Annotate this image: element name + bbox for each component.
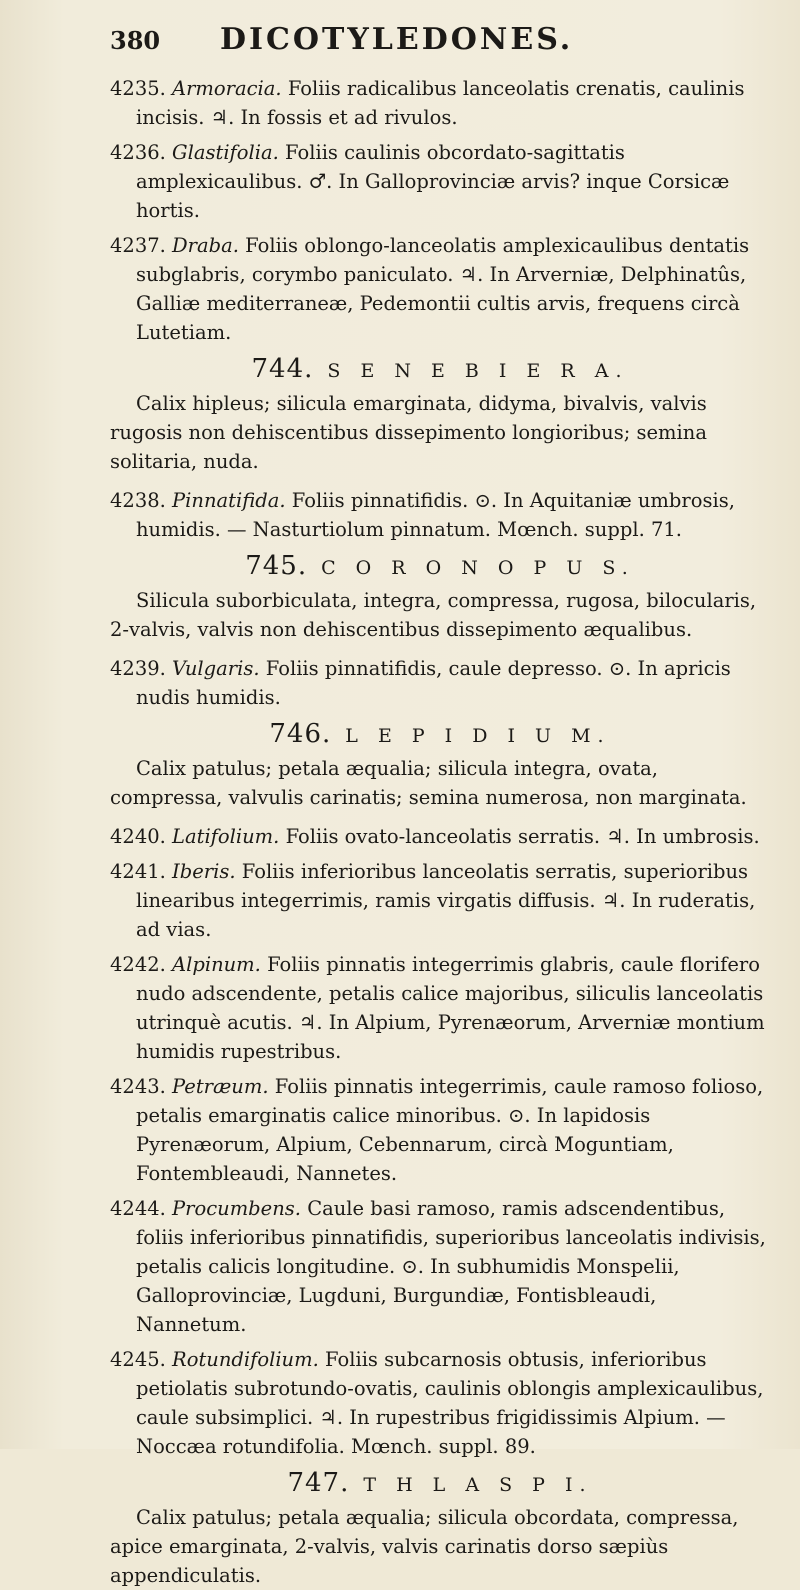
genus-heading [110, 353, 770, 385]
species-description: Foliis ovato-lanceolatis serratis. ♃. In umbrosis. [285, 825, 760, 848]
genus-number: 744. [251, 354, 314, 384]
genus-description: Calix patulus; petala æqualia; silicula integra, ovata, compressa, valvulis carinatis; semina numerosa, non marginata. [110, 757, 747, 809]
genus-heading [110, 718, 770, 750]
species-entry [110, 950, 770, 1066]
species-description: Foliis pinnatifidis. ⊙. In Aquitaniæ umbrosis, humidis. — Nasturtiolum pinnatum. Mœnch. suppl. 71. [136, 489, 735, 541]
genus-name: L E P I D I U M. [345, 725, 611, 747]
species-number: 4241. [110, 860, 166, 883]
species-name: Iberis. [172, 860, 236, 883]
species-description: Foliis pinnatis integerrimis, caule ramoso folioso, petalis emarginatis calice minoribus. ⊙. In lapidosis Pyrenæorum, Alpium, Cebennarum, circà Moguntiam, Fontembleaudi, Nannetes. [136, 1075, 764, 1185]
species-description: Foliis caulinis obcordato-sagittatis amplexicaulibus. ♂. In Galloprovinciæ arvis? inque Corsicæ hortis. [136, 141, 730, 222]
species-entry [110, 486, 770, 544]
genus-description: Calix hipleus; silicula emarginata, didyma, bivalvis, valvis rugosis non dehiscentibus dissepimento longioribus; semina solitaria, nuda. [110, 392, 707, 473]
species-description: Foliis pinnatifidis, caule depresso. ⊙. In apricis nudis humidis. [136, 657, 731, 709]
species-entry [110, 822, 770, 851]
species-number: 4238. [110, 489, 166, 512]
species-entry [110, 1072, 770, 1188]
species-name: Rotundifolium. [172, 1348, 319, 1371]
species-number: 4235. [110, 77, 166, 100]
species-number: 4243. [110, 1075, 166, 1098]
genus-heading [110, 550, 770, 582]
species-name: Alpinum. [172, 953, 261, 976]
species-entry [110, 231, 770, 347]
species-name: Procumbens. [172, 1197, 301, 1220]
genus-name: C O R O N O P U S. [321, 557, 635, 579]
page-number: 380 [110, 26, 161, 55]
species-number: 4242. [110, 953, 166, 976]
running-head [110, 22, 770, 74]
species-description: Foliis inferioribus lanceolatis serratis, superioribus linearibus integerrimis, ramis virgatis diffusis. ♃. In ruderatis, ad vias. [136, 860, 756, 941]
species-name: Glastifolia. [172, 141, 279, 164]
species-number: 4239. [110, 657, 166, 680]
genus-description: Calix patulus; petala æqualia; silicula obcordata, compressa, apice emarginata, 2-valvis, valvis carinatis dorso sæpiùs appendiculatis. [110, 1506, 739, 1587]
genus-number: 746. [269, 719, 332, 749]
species-entry [110, 138, 770, 225]
species-name: Pinnatifida. [172, 489, 286, 512]
running-title: DICOTYLEDONES. [220, 22, 574, 57]
species-description: Foliis subcarnosis obtusis, inferioribus petiolatis subrotundo-ovatis, caulinis oblongis amplexicaulibus, caule subsimplici. ♃. In rupestribus frigidissimis Alpium. — Noccæa rotundifolia. Mœnch. suppl. 89. [136, 1348, 764, 1458]
species-name: Draba. [172, 234, 239, 257]
species-number: 4245. [110, 1348, 166, 1371]
species-name: Latifolium. [172, 825, 280, 848]
species-description: Foliis radicalibus lanceolatis crenatis, caulinis incisis. ♃. In fossis et ad rivulos. [136, 77, 745, 129]
species-description: Caule basi ramoso, ramis adscendentibus, foliis inferioribus pinnatifidis, superioribus lanceolatis indivisis, petalis calicis longitudine. ⊙. In subhumidis Monspelii, Galloprovinciæ, Lugduni, Burgundiæ, Fontisbleaudi, Nannetum. [136, 1197, 766, 1336]
species-description: Foliis oblongo-lanceolatis amplexicaulibus dentatis subglabris, corymbo paniculato. ♃. In Arverniæ, Delphinatûs, Galliæ mediterraneæ, Pedemontii cultis arvis, frequens circà Lutetiam. [136, 234, 750, 344]
genus-number: 745. [245, 551, 308, 581]
species-entry [110, 74, 770, 132]
genus-heading [110, 1467, 770, 1499]
species-number: 4237. [110, 234, 166, 257]
genus-name: T H L A S P I. [363, 1474, 593, 1496]
species-number: 4236. [110, 141, 166, 164]
species-entry [110, 1345, 770, 1461]
species-name: Petræum. [172, 1075, 269, 1098]
species-number: 4240. [110, 825, 166, 848]
species-entry [110, 654, 770, 712]
species-description: Foliis pinnatis integerrimis glabris, caule florifero nudo adscendente, petalis calice majoribus, siliculis lanceolatis utrinquè acutis. ♃. In Alpium, Pyrenæorum, Arverniæ montium humidis rupestribus. [136, 953, 765, 1063]
genus-name: S E N E B I E R A. [327, 360, 629, 382]
species-entry [110, 857, 770, 944]
species-name: Vulgaris. [172, 657, 260, 680]
species-number: 4244. [110, 1197, 166, 1220]
species-entry [110, 1194, 770, 1339]
species-name: Armoracia. [172, 77, 282, 100]
genus-number: 747. [287, 1468, 350, 1498]
genus-description: Silicula suborbiculata, integra, compressa, rugosa, bilocularis, 2-valvis, valvis non dehiscentibus dissepimento æqualibus. [110, 589, 757, 641]
page-body [110, 74, 770, 1590]
